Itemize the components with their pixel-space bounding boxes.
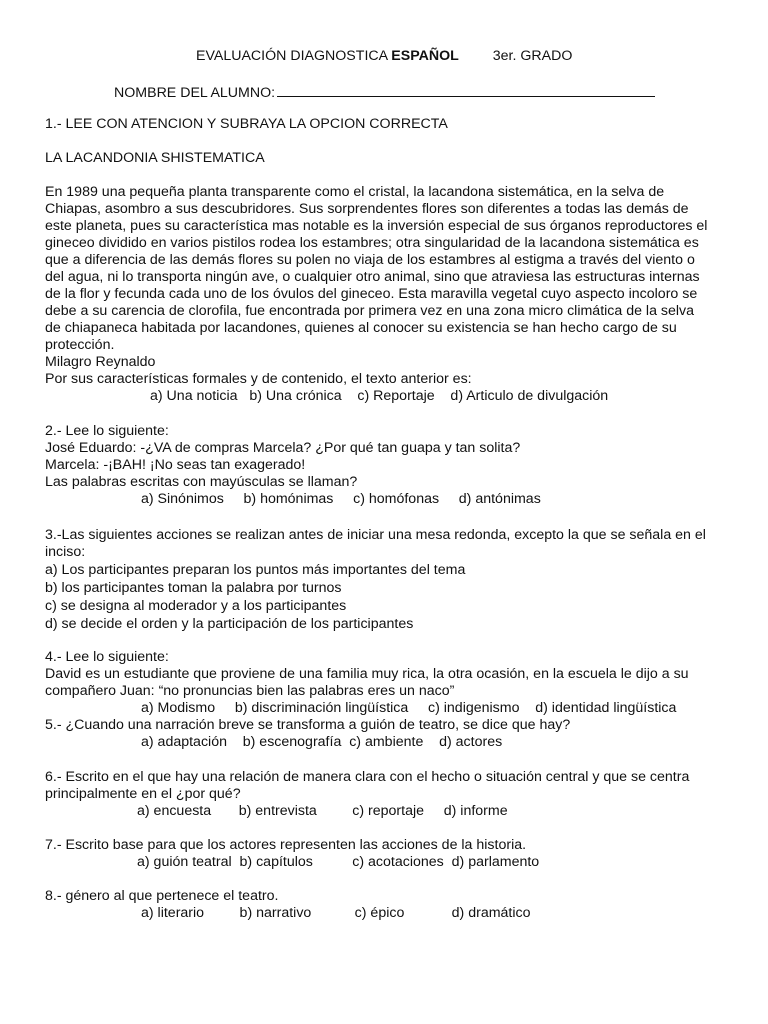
question-8-text: 8.- género al que pertenece el teatro. — [45, 888, 279, 904]
reading-line: de chiapaneca habitada por lacandones, quienes al conocer su existencia se han hecho cargo de su — [45, 320, 677, 336]
exam-title: EVALUACIÓN DIAGNOSTICA — [196, 48, 388, 64]
question-3 — [45, 527, 725, 633]
question-8-options[interactable]: a) literario b) narrativo c) épico d) dramático — [141, 905, 531, 921]
reading-line: protección. — [45, 337, 115, 353]
question-7-text: 7.- Escrito base para que los actores representen las acciones de la historia. — [45, 837, 527, 853]
question-2-line: Marcela: -¡BAH! ¡No seas tan exagerado! — [45, 457, 306, 473]
exam-subject: ESPAÑOL — [391, 48, 459, 64]
question-6-options[interactable]: a) encuesta b) entrevista c) reportaje d) informe — [137, 803, 508, 819]
question-3-option[interactable]: c) se designa al moderador y a los participantes — [45, 598, 347, 614]
question-3-option[interactable]: b) los participantes toman la palabra por turnos — [45, 580, 342, 596]
reading-title: LA LACANDONIA SHISTEMATICA — [45, 150, 265, 166]
question-4-options[interactable]: a) Modismo b) discriminación lingüística c) indigenismo d) identidad lingüística — [141, 700, 677, 716]
question-2-line: 2.- Lee lo siguiente: — [45, 423, 169, 439]
question-2-options[interactable]: a) Sinónimos b) homónimas c) homófonas d) antónimas — [141, 491, 541, 507]
question-4-line: 4.- Lee lo siguiente: — [45, 649, 169, 665]
reading-line: del agua, ni lo transporta ningún ave, o cualquier otro animal, sino que atraviesa las estructuras internas — [45, 269, 700, 285]
question-3-option[interactable]: d) se decide el orden y la participación de los participantes — [45, 616, 414, 632]
question-4-line: compañero Juan: “no pronuncias bien las palabras eres un naco” — [45, 683, 455, 699]
question-3-line: inciso: — [45, 544, 86, 560]
reading-title-block — [45, 150, 725, 167]
reading-line: gineceo dividido en varios pistilos rodea los estambres; otra singularidad de la lacandona sistemática es — [45, 235, 699, 251]
question-5-options[interactable]: a) adaptación b) escenografía c) ambiente d) actores — [141, 734, 503, 750]
question-1-options[interactable]: a) Una noticia b) Una crónica c) Reportaje d) Articulo de divulgación — [150, 388, 609, 404]
student-name-label: NOMBRE DEL ALUMNO: — [114, 85, 276, 101]
question-7-options[interactable]: a) guión teatral b) capítulos c) acotaciones d) parlamento — [137, 854, 540, 870]
question-2-line: José Eduardo: -¿VA de compras Marcela? ¿Por qué tan guapa y tan solita? — [45, 440, 521, 456]
reading-line: Chiapas, asombro a sus descubridores. Sus sorprendentes flores son diferentes a todas las demás de — [45, 201, 689, 217]
question-4 — [45, 649, 725, 751]
reading-line: En 1989 una pequeña planta transparente como el cristal, la lacandona sistemática, en la selva de — [45, 184, 665, 200]
question-3-option[interactable]: a) Los participantes preparan los puntos más importantes del tema — [45, 562, 466, 578]
reading-line: de la flor y fecunda cada uno de los óvulos del gineceo. Esta maravilla vegetal cuyo aspecto incoloro se — [45, 286, 698, 302]
reading-line: debe a su carencia de clorofila, fue encontrada por primera vez en una zona micro climática de la selva — [45, 303, 695, 319]
section-1 — [45, 116, 725, 133]
exam-grade: 3er. GRADO — [492, 48, 573, 64]
question-1-text: Por sus características formales y de contenido, el texto anterior es: — [45, 371, 472, 387]
student-name-blank[interactable] — [277, 83, 655, 97]
question-5-text: 5.- ¿Cuando una narración breve se transforma a guión de teatro, se dice que hay? — [45, 717, 571, 733]
question-3-line: 3.-Las siguientes acciones se realizan antes de iniciar una mesa redonda, excepto la que se señala en el — [45, 527, 706, 543]
question-4-line: David es un estudiante que proviene de una familia muy rica, la otra ocasión, en la escuela le dijo a su — [45, 666, 689, 682]
question-2-line: Las palabras escritas con mayúsculas se llaman? — [45, 474, 358, 490]
question-6 — [45, 769, 725, 820]
reading-author: Milagro Reynaldo — [45, 354, 156, 370]
student-name-row — [114, 83, 655, 102]
question-6-line: principalmente en el ¿por qué? — [45, 786, 241, 802]
question-8 — [45, 888, 725, 922]
question-2 — [45, 423, 725, 508]
question-7 — [45, 837, 725, 871]
reading-line: este planeta, pues su característica mas notable es la inversión especial de sus órganos reproductores el — [45, 218, 708, 234]
section-1-instruction: 1.- LEE CON ATENCION Y SUBRAYA LA OPCION CORRECTA — [45, 116, 448, 132]
reading-passage — [45, 184, 725, 405]
question-6-line: 6.- Escrito en el que hay una relación de manera clara con el hecho o situación central y que se centra — [45, 769, 690, 785]
exam-header — [196, 48, 572, 65]
reading-line: que a diferencia de las demás flores su polen no viaja de los estambres al estigma a través del viento o — [45, 252, 695, 268]
